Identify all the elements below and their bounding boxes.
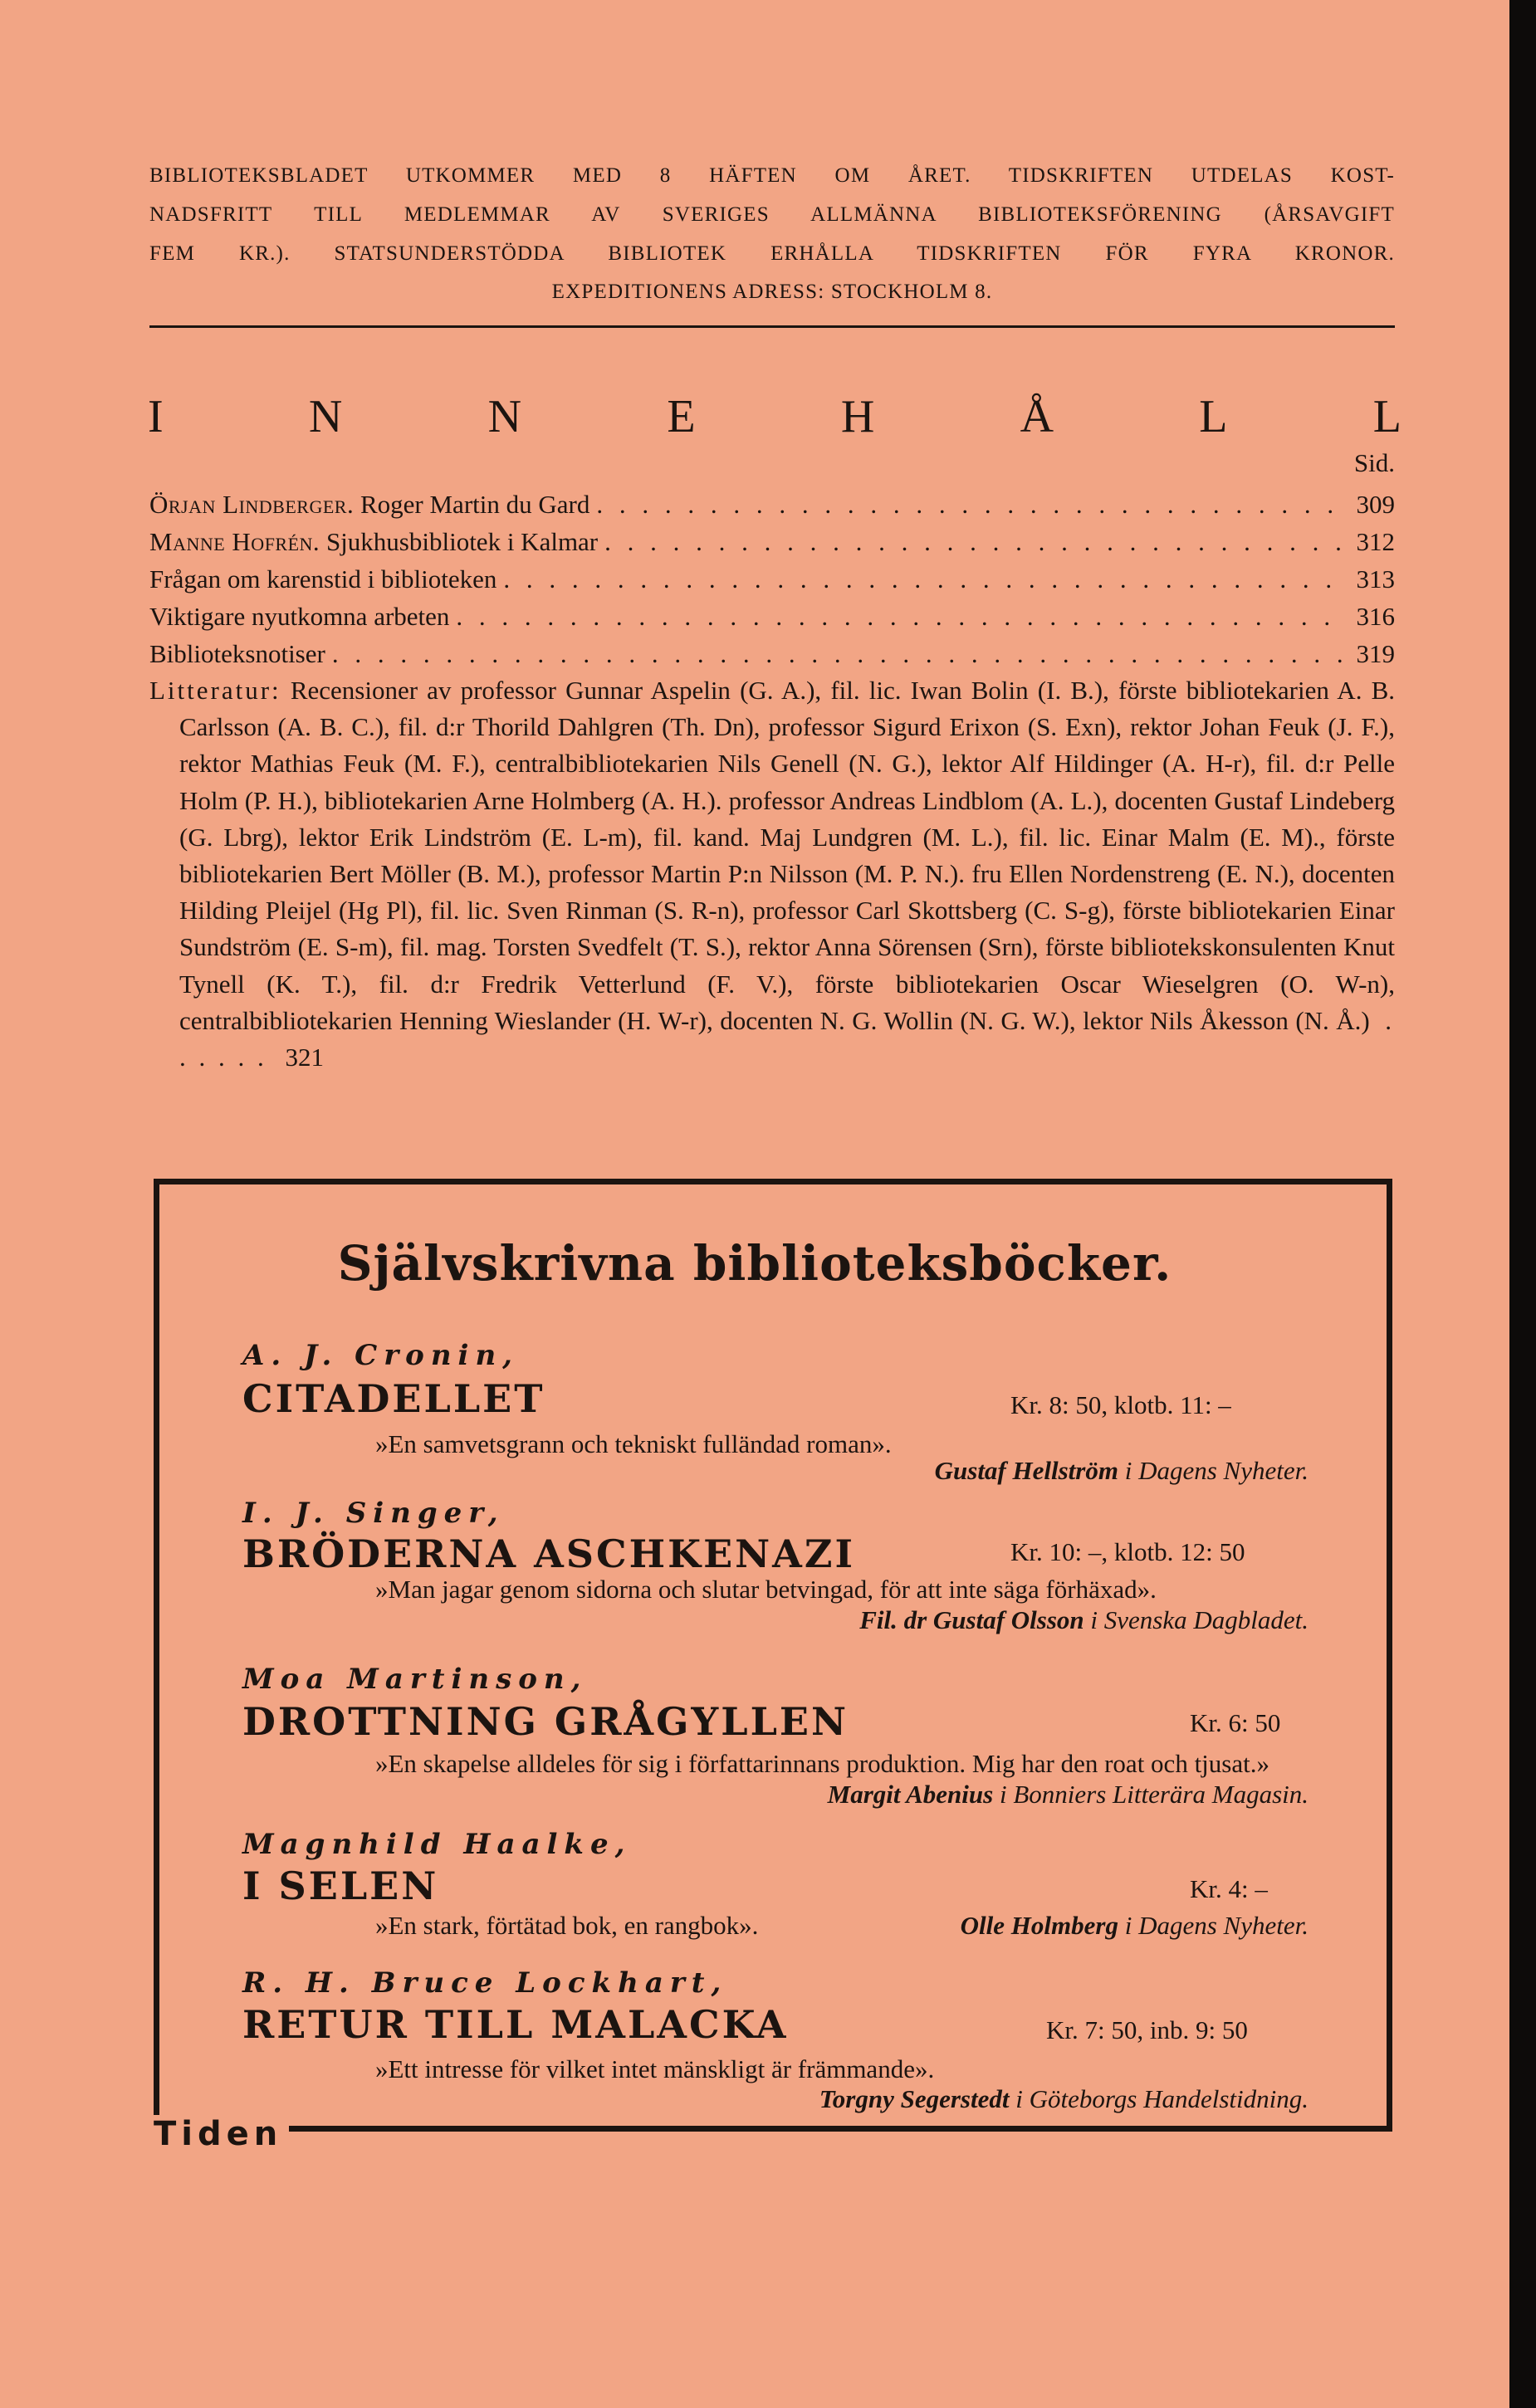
review-source bbox=[961, 1911, 1309, 1941]
book-author: Moa Martinson, bbox=[242, 1663, 588, 1696]
page-column-label: Sid. bbox=[1353, 448, 1395, 477]
publisher-name: Tiden bbox=[154, 2115, 289, 2153]
review-source bbox=[819, 2084, 1309, 2114]
reviewer-name: Fil. dr Gustaf Olsson bbox=[859, 1605, 1084, 1634]
heading-letter: H bbox=[840, 391, 875, 442]
reviewer-name: Olle Holmberg bbox=[960, 1911, 1118, 1940]
advertisement-title: Självskrivna biblioteksböcker. bbox=[337, 1235, 1172, 1292]
heading-letter: N bbox=[487, 391, 522, 442]
toc-title: Roger Martin du Gard bbox=[360, 490, 590, 519]
book-price: Kr. 6: 50 bbox=[1190, 1708, 1281, 1737]
toc-title: Viktigare nyutkomna arbeten bbox=[149, 602, 450, 631]
toc-entry bbox=[149, 639, 1395, 676]
header-rule bbox=[149, 325, 1395, 328]
heading-letter: L bbox=[1199, 391, 1228, 442]
leader-dots bbox=[604, 527, 1342, 557]
reviewer-name: Torgny Segerstedt bbox=[819, 2084, 1010, 2113]
heading-letter: L bbox=[1372, 391, 1401, 442]
leader-dots bbox=[503, 564, 1342, 594]
book-price: Kr. 8: 50, klotb. 11: – bbox=[1010, 1390, 1231, 1419]
book-author: I. J. Singer, bbox=[242, 1497, 505, 1530]
toc-title: Frågan om karenstid i biblioteken bbox=[149, 564, 497, 593]
toc-page: 316 bbox=[1356, 602, 1395, 631]
toc-page: 319 bbox=[1356, 639, 1395, 668]
heading-letter: Å bbox=[1020, 391, 1054, 442]
toc-page: 309 bbox=[1356, 490, 1395, 519]
leader-dots bbox=[596, 490, 1342, 520]
toc-entry bbox=[149, 490, 1395, 526]
litteratur-entry bbox=[149, 672, 1395, 1076]
expedition-address: EXPEDITIONENS ADRESS: STOCKHOLM 8. bbox=[551, 281, 993, 303]
litteratur-reviewers: Recensioner av professor Gunnar Aspelin (G. A.), fil. lic. Iwan Bolin (I. B.), förste bibliotekarien A. B. Carlsson (A. B. C.), fil. d:r Thorild Dahlgren (Th. Dn), professor Sigurd Erixon (S. Exn), rektor Johan Feuk (J. F.), rektor Mathias Feuk (M. F.), centralbibliotekarien Nils Genell (N. G.), lektor Alf Hildinger (A. H-r), fil. d:r Pelle Holm (P. H.), bibliotekarien Arne Holmberg (A. H.). professor Andreas Lindblom (A. L.), docenten Gustaf Lindeberg (G. Lbrg), lektor Erik Lindström (E. L-m), fil. kand. Maj Lundgren (M. L.), fil. lic. Einar Malm (E. M)., förste bibliotekarien Bert Möller (B. M.), professor Martin P:n Nilsson (M. P. N.). fru Ellen Nordenstreng (E. N.), docenten Hilding Pleijel (Hg Pl), fil. lic. Sven Rinman (S. R-n), professor Carl Skottsberg (C. S-g), förste bibliotekarien Einar Sundström (E. S-m), fil. mag. Torsten Svedfelt (T. S.), rektor Anna Sörensen (Srn), förste bibliotekskonsulenten Knut Tynell (K. T.), fil. d:r Fredrik Vetterlund (F. V.), förste bibliotekarien Oscar Wieselgren (O. W-n), centralbibliotekarien Henning Wieslander (H. W-r), docenten N. G. Wollin (N. G. W.), lektor Nils Åkesson (N. Å.) bbox=[179, 676, 1396, 1035]
toc-author: Örjan Lindberger. bbox=[149, 490, 355, 519]
leader-dots: . . . . . . bbox=[179, 1005, 1396, 1072]
book-review-quote: »En samvetsgrann och tekniskt fulländad roman». bbox=[375, 1429, 892, 1458]
subscription-info-line-2: NADSFRITT TILL MEDLEMMAR AV SVERIGES ALLMÄNNA BIBLIOTEKSFÖRENING (ÅRSAVGIFT bbox=[149, 203, 1395, 226]
toc-page: 313 bbox=[1356, 564, 1395, 593]
book-author: R. H. Bruce Lockhart, bbox=[242, 1966, 728, 2000]
leader-dots bbox=[332, 639, 1342, 669]
toc-page: 312 bbox=[1356, 527, 1395, 556]
subscription-info-line-3: FEM KR.). STATSUNDERSTÖDDA BIBLIOTEK ERHÅLLA TIDSKRIFTEN FÖR FYRA KRONOR. bbox=[149, 242, 1395, 265]
heading-letter: N bbox=[308, 391, 343, 442]
review-source bbox=[828, 1780, 1309, 1810]
book-title: DROTTNING GRÅGYLLEN bbox=[242, 1699, 849, 1744]
reviewer-name: Margit Abenius bbox=[827, 1780, 994, 1809]
book-title: I SELEN bbox=[242, 1863, 439, 1908]
book-title: BRÖDERNA ASCHKENAZI bbox=[242, 1531, 855, 1576]
toc-title: Sjukhusbibliotek i Kalmar bbox=[325, 527, 599, 556]
book-review-quote: »Ett intresse för vilket intet mänskligt är främmande». bbox=[375, 2054, 935, 2083]
book-review-quote: »En skapelse alldeles för sig i författarinnans produktion. Mig har den roat och tjusat.» bbox=[375, 1749, 1269, 1778]
book-price: Kr. 7: 50, inb. 9: 50 bbox=[1046, 2015, 1248, 2044]
review-publication: i Dagens Nyheter. bbox=[1118, 1911, 1309, 1940]
review-publication: i Bonniers Litterära Magasin. bbox=[993, 1780, 1309, 1809]
toc-author: Manne Hofrén. bbox=[149, 527, 320, 556]
heading-letter: E bbox=[667, 391, 696, 442]
toc-entry bbox=[149, 527, 1395, 564]
leader-dots bbox=[456, 602, 1342, 632]
book-price: Kr. 4: – bbox=[1190, 1874, 1268, 1903]
contents-heading bbox=[148, 390, 1401, 443]
toc-title: Biblioteksnotiser bbox=[149, 639, 325, 668]
toc-entry bbox=[149, 602, 1395, 638]
litteratur-label: Litteratur: bbox=[149, 676, 281, 705]
book-review-quote: »En stark, förtätad bok, en rangbok». bbox=[375, 1911, 759, 1940]
reviewer-name: Gustaf Hellström bbox=[934, 1456, 1118, 1485]
review-publication: i Göteborgs Handelstidning. bbox=[1009, 2084, 1309, 2113]
heading-letter: I bbox=[148, 391, 164, 442]
review-publication: i Dagens Nyheter. bbox=[1118, 1456, 1309, 1485]
subscription-info-line-1: BIBLIOTEKSBLADET UTKOMMER MED 8 HÄFTEN OM ÅRET. TIDSKRIFTEN UTDELAS KOST- bbox=[149, 164, 1395, 187]
toc-page: 321 bbox=[285, 1043, 324, 1072]
review-publication: i Svenska Dagbladet. bbox=[1084, 1605, 1309, 1634]
book-author: A. J. Cronin, bbox=[242, 1339, 520, 1372]
book-review-quote: »Man jagar genom sidorna och slutar betvingad, för att inte säga förhäxad». bbox=[375, 1575, 1157, 1604]
book-author: Magnhild Haalke, bbox=[242, 1828, 632, 1861]
book-price: Kr. 10: –, klotb. 12: 50 bbox=[1010, 1537, 1245, 1566]
review-source bbox=[935, 1456, 1309, 1486]
book-title: RETUR TILL MALACKA bbox=[242, 2002, 789, 2047]
review-source bbox=[859, 1605, 1309, 1635]
book-title: CITADELLET bbox=[242, 1376, 545, 1421]
toc-entry bbox=[149, 564, 1395, 601]
